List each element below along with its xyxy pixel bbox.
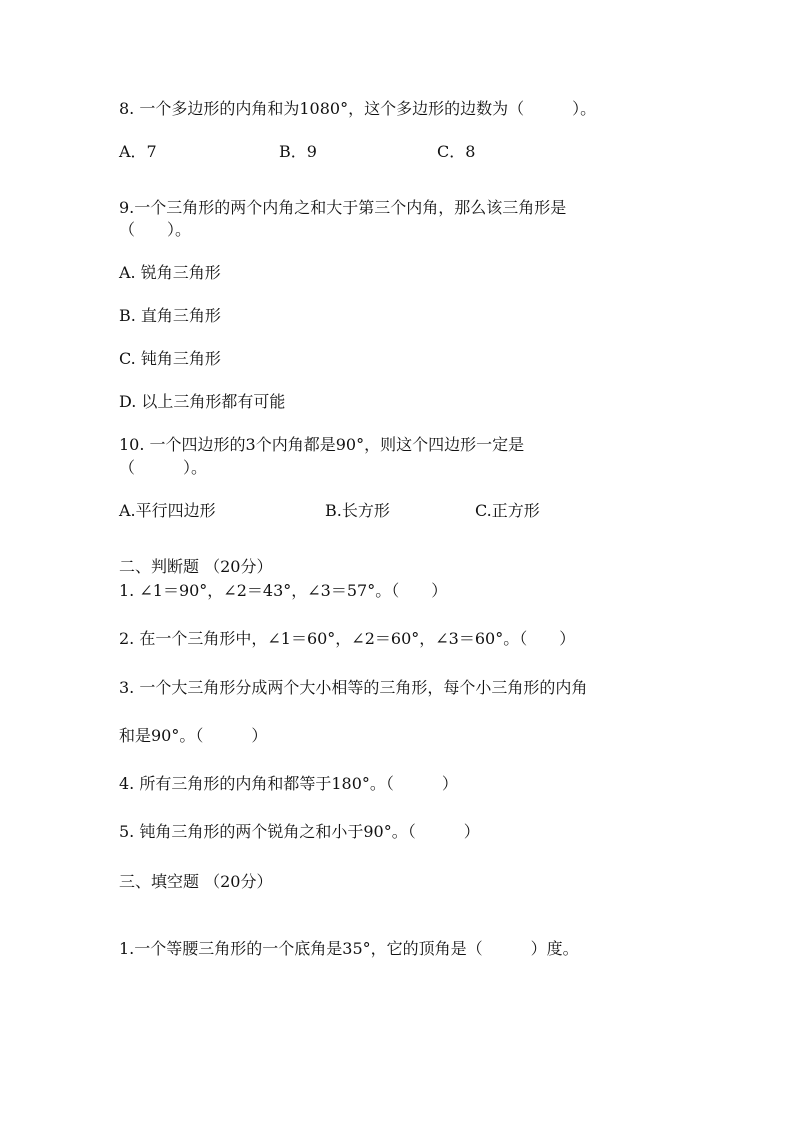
q8-option-b: B．9 (279, 142, 317, 161)
section2-heading: 二、判断题 （20分） (119, 557, 273, 576)
q8-option-a: A．7 (119, 142, 157, 161)
q10-stem-line2: （ ）。 (119, 458, 208, 477)
q8-stem: 8. 一个多边形的内角和为1080°，这个多边形的边数为（ ）。 (119, 99, 597, 118)
q10-stem-line1: 10. 一个四边形的3个内角都是90°，则这个四边形一定是 (119, 435, 525, 454)
q9-stem-line2: （ ）。 (119, 220, 192, 239)
q10-option-a: A.平行四边形 (119, 501, 216, 520)
section3-item-1: 1.一个等腰三角形的一个底角是35°，它的顶角是（ ）度。 (119, 939, 579, 958)
q10-option-c: C.正方形 (475, 501, 540, 520)
section2-item-1: 1. ∠1＝90°，∠2＝43°，∠3＝57°。（ ） (119, 581, 448, 600)
q9-stem-line1: 9.一个三角形的两个内角之和大于第三个内角，那么该三角形是 (119, 198, 567, 217)
q9-option-c: C. 钝角三角形 (119, 349, 221, 368)
section2-item-2: 2. 在一个三角形中，∠1＝60°，∠2＝60°，∠3＝60°。（ ） (119, 629, 576, 648)
section2-item-4: 4. 所有三角形的内角和都等于180°。（ ） (119, 774, 458, 793)
q9-option-d: D. 以上三角形都有可能 (119, 392, 286, 411)
section3-heading: 三、填空题 （20分） (119, 872, 273, 891)
q9-option-a: A. 锐角三角形 (119, 263, 221, 282)
q8-option-c: C．8 (437, 142, 476, 161)
section2-item-5: 5. 钝角三角形的两个锐角之和小于90°。（ ） (119, 822, 480, 841)
section2-item-3-line1: 3. 一个大三角形分成两个大小相等的三角形，每个小三角形的内角 (119, 678, 588, 697)
q10-option-b: B.长方形 (325, 501, 390, 520)
q9-option-b: B. 直角三角形 (119, 306, 221, 325)
section2-item-3-line2: 和是90°。（ ） (119, 726, 268, 745)
